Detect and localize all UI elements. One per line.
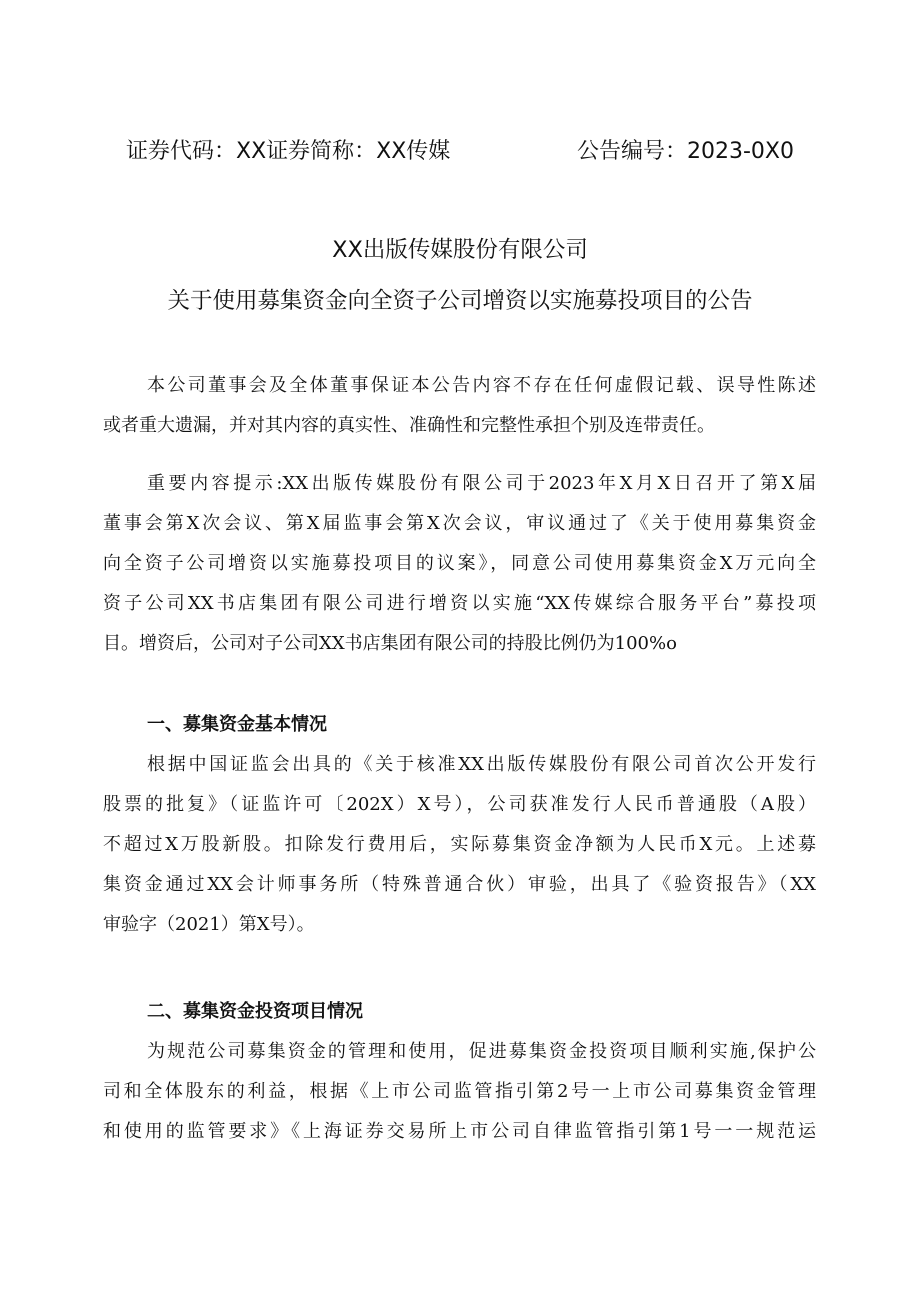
section-1-heading: 一、募集资金基本情况 bbox=[147, 714, 327, 735]
board-statement-paragraph bbox=[103, 366, 816, 446]
paragraph-line: 董事会第X次会议、第X届监事会第X次会议，审议通过了《关于使用募集资金 bbox=[103, 513, 816, 534]
paragraph-line: 不超过X万股新股。扣除发行费用后，实际募集资金净额为人民币X元。上述募 bbox=[103, 834, 816, 855]
paragraph-line: 集资金通过XX会计师事务所（特殊普通合伙）审验，出具了《验资报告》（XX bbox=[103, 874, 816, 895]
paragraph-line: 或者重大遗漏，并对其内容的真实性、准确性和完整性承担个别及连带责任。 bbox=[103, 415, 715, 436]
paragraph-line: 和使用的监管要求》《上海证券交易所上市公司自律监管指引第1号一一规范运 bbox=[103, 1121, 816, 1142]
company-name-title: XX出版传媒股份有限公司 bbox=[332, 237, 588, 263]
paragraph-line: 为规范公司募集资金的管理和使用，促进募集资金投资项目顺利实施,保护公 bbox=[147, 1041, 816, 1062]
section-2 bbox=[103, 992, 816, 1152]
paragraph-line: 重要内容提示:XX出版传媒股份有限公司于2023年X月X日召开了第X届 bbox=[147, 473, 816, 494]
paragraph-line: 资子公司XX书店集团有限公司进行增资以实施“XX传媒综合服务平台”募投项 bbox=[103, 593, 816, 614]
paragraph-line: 审验字（2021）第X号）。 bbox=[103, 914, 315, 935]
paragraph-line: 本公司董事会及全体董事保证本公告内容不存在任何虚假记载、误导性陈述 bbox=[147, 375, 816, 396]
announcement-number: 公告编号：2023-0X0 bbox=[577, 139, 794, 164]
section-2-heading: 二、募集资金投资项目情况 bbox=[147, 1001, 363, 1022]
section-1 bbox=[103, 705, 816, 945]
paragraph-line: 司和全体股东的利益，根据《上市公司监管指引第2号一上市公司募集资金管理 bbox=[103, 1081, 816, 1102]
announcement-title: 关于使用募集资金向全资子公司增资以实施募投项目的公告 bbox=[167, 288, 753, 314]
stock-code-and-abbreviation: 证券代码：XX证券简称：XX传媒 bbox=[126, 139, 451, 164]
paragraph-line: 根据中国证监会出具的《关于核准XX出版传媒股份有限公司首次公开发行 bbox=[147, 754, 816, 775]
summary-paragraph bbox=[103, 464, 816, 664]
paragraph-line: 向全资子公司增资以实施募投项目的议案》，同意公司使用募集资金X万元向全 bbox=[103, 553, 816, 574]
announcement-header bbox=[126, 134, 806, 168]
paragraph-line: 目。增资后，公司对子公司XX书店集团有限公司的持股比例仍为100%o bbox=[103, 633, 677, 654]
paragraph-line: 股票的批复》（证监许可〔202X）X号），公司获准发行人民币普通股（A股） bbox=[103, 794, 816, 815]
